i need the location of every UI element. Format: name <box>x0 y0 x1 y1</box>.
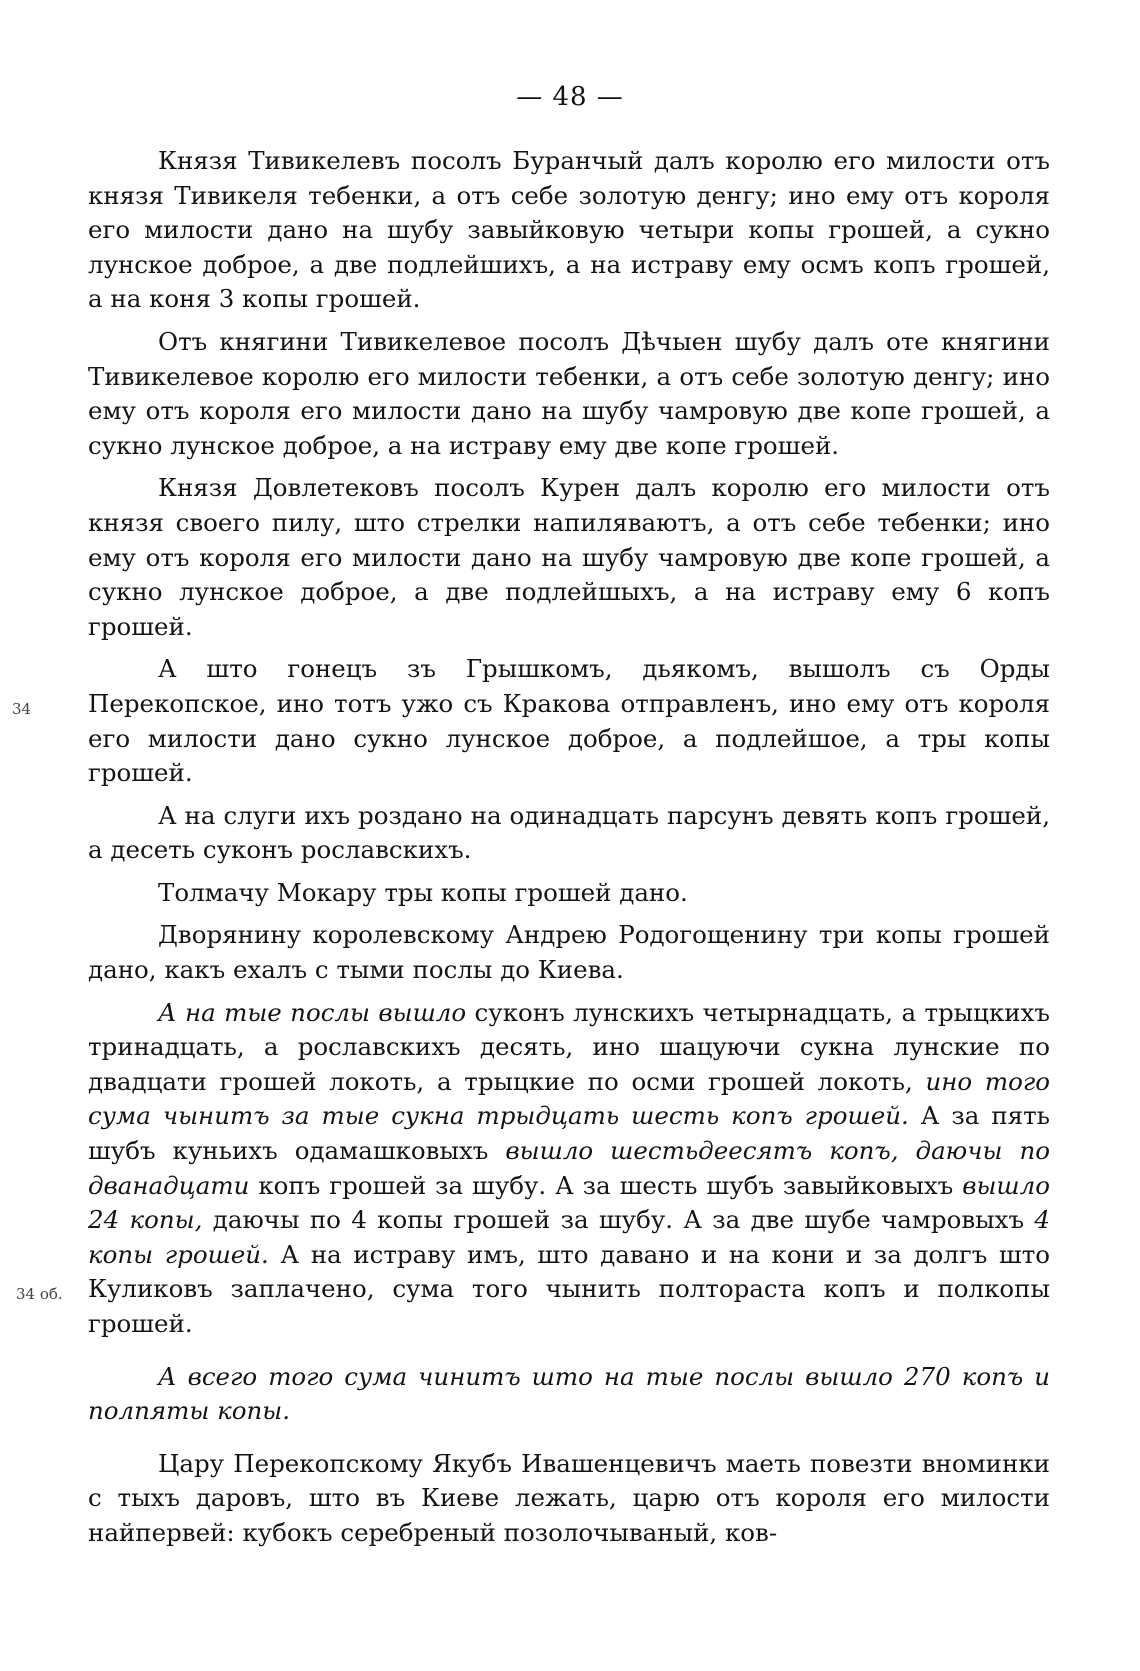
paragraph: Толмачу Мокару тры копы грошей дано. <box>158 877 688 907</box>
text-span: копъ грошей за шубу. А за шесть шубъ завыйковыхъ <box>249 1170 963 1200</box>
paragraph: Цару Перекопскому Якубъ Ивашенцевичъ маеть повезти вноминки с тыхъ даровъ, што въ Киеве лежать, царю отъ короля его милости найпервей: кубокъ серебреный позолочываный, ков- <box>88 1448 1050 1547</box>
italic-span: 4 копы грошей. <box>88 1205 1050 1269</box>
paragraph: Князя Довлетековъ посолъ Курен далъ королю его милости отъ князя своего пилу, што стрелки напиляваютъ, а отъ себе тебенки; ино ему отъ короля его милости дано на шубу чамровую две копе грошей, а сукно лунское доброе, а две подлейшыхъ, а на истраву ему 6 копъ грошей. <box>88 473 1050 641</box>
text-body <box>88 144 1050 1559</box>
paragraph: Отъ княгини Тивикелевое посолъ Дѣчыен шубу далъ оте княгини Тивикелевое королю его милости тебенки, а отъ себе золотую денгу; ино ему отъ короля его милости дано на шубу чамровую две копе грошей, а сукно лунское доброе, а на истраву ему две копе грошей. <box>88 326 1050 460</box>
text-span: А на истраву имъ, што давано и на кони и за долгъ што Куликовъ заплачено, сума того чынить полтораста копъ и полкопы грошей. <box>88 1239 1050 1338</box>
paragraph-summary-costs <box>88 996 1050 1342</box>
italic-span: вышло 24 копы, <box>88 1170 1050 1235</box>
text-span: А за пять шубъ куньихъ одамашковыхъ <box>88 1101 1050 1166</box>
margin-note: 34 <box>12 700 32 718</box>
paragraph-total: А всего того сума чинитъ што на тые послы вышло 270 копъ и полпяты копы. <box>88 1361 1050 1426</box>
paragraph: Князя Тивикелевъ посолъ Буранчый далъ королю его милости отъ князя Тивикеля тебенки, а отъ себе золотую денгу; ино ему отъ короля его милости дано на шубу завыйковую четыри копы грошей, а сукно лунское доброе, а две подлейшихъ, а на истраву ему осмъ копъ грошей, а на коня 3 копы грошей. <box>88 146 1050 314</box>
paragraph: А што гонецъ зъ Грышкомъ, дьякомъ, вышолъ съ Орды Перекопское, ино тотъ ужо съ Кракова отправленъ, ино ему отъ короля его милости дано сукно лунское доброе, а подлейшое, а тры копы грошей. <box>88 654 1050 788</box>
italic-span: А на тые послы вышло <box>158 997 467 1027</box>
text-span: даючы по 4 копы грошей за шубу. А за две шубе чамровыхъ <box>202 1205 1035 1235</box>
paragraph: А на слуги ихъ роздано на одинадцать парсунъ девять копъ грошей, а десеть суконъ рославскихъ. <box>88 800 1050 865</box>
italic-span: ино того сума чынитъ за тые сукна трыдцать шесть копъ грошей. <box>88 1066 1051 1131</box>
margin-note: 34 об. <box>16 1285 63 1303</box>
text-span: суконъ лунскихъ четырнадцать, а трыцкихъ тринадцать, а рославскихъ десять, ино шацуючи сукна лунские по двадцати грошей локоть, а трыцкие по осми грошей локоть, <box>88 997 1050 1096</box>
page-number: — 48 — <box>516 82 624 112</box>
paragraph: Дворянину королевскому Андрею Родогощенину три копы грошей дано, какъ ехалъ с тыми послы до Киева. <box>88 920 1050 985</box>
italic-span: вышло шестьдеесятъ копъ, даючы по дванадцати <box>88 1136 1050 1200</box>
